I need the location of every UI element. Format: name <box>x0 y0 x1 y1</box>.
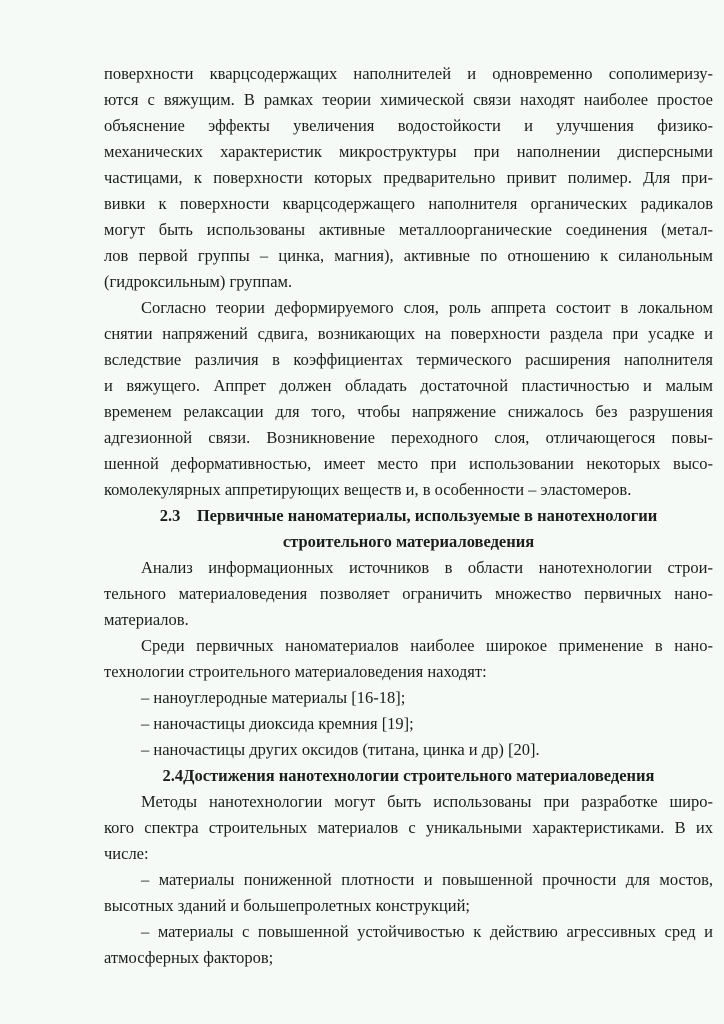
text-line: – наночастицы других оксидов (титана, цинка и др) [20]. <box>141 740 540 759</box>
list-item-silica-nanoparticles <box>104 711 713 737</box>
text-line: тельного материаловедения позволяет ограничить множество первичных нано- <box>104 584 713 603</box>
list-item-other-oxide-nanoparticles <box>104 737 713 763</box>
text-line: 2.4Достижения нанотехнологии строительного материаловедения <box>162 766 655 785</box>
text-line: ются с вяжущим. В рамках теории химической связи находят наиболее простое <box>104 90 713 109</box>
text-line: – наночастицы диоксида кремния [19]; <box>141 714 414 733</box>
text-line: атмосферных факторов; <box>104 948 274 967</box>
text-line: поверхности кварцсодержащих наполнителей и одновременно сополимеризу- <box>104 64 713 83</box>
text-column <box>104 61 713 971</box>
text-line: Среди первичных наноматериалов наиболее широкое применение в нано- <box>141 636 713 655</box>
paragraph-continued-from-previous-page <box>104 61 713 295</box>
text-line: комолекулярных аппретирующих веществ и, в особенности – эластомеров. <box>104 480 632 499</box>
text-line: числе: <box>104 844 149 863</box>
text-line: вивки к поверхности кварцсодержащего наполнителя органических радикалов <box>104 194 713 213</box>
paragraph-nanotechnology-methods <box>104 789 713 867</box>
text-line: – наноуглеродные материалы [16-18]; <box>141 688 406 707</box>
text-line: технологии строительного материаловедения находят: <box>104 662 487 681</box>
text-line: Методы нанотехнологии могут быть использованы при разработке широ- <box>141 792 713 811</box>
primary-nanomaterials-list <box>104 685 713 763</box>
text-line: материалов. <box>104 610 189 629</box>
text-line: строительного материаловедения <box>282 532 535 551</box>
text-line: Анализ информационных источников в области нанотехнологии строи- <box>141 558 713 577</box>
text-line: и вяжущего. Аппрет должен обладать достаточной пластичностью и малым <box>104 376 713 395</box>
section-heading-2-3 <box>104 503 713 555</box>
text-line: снятии напряжений сдвига, возникающих на поверхности раздела при усадке и <box>104 324 713 343</box>
list-item-aggressive-environment-resistant-materials <box>104 919 713 971</box>
list-item-low-density-materials <box>104 867 713 919</box>
text-line: (гидроксильным) группам. <box>104 272 293 291</box>
text-line: шенной деформативностью, имеет место при использовании некоторых высо- <box>104 454 713 473</box>
text-line: – материалы пониженной плотности и повышенной прочности для мостов, <box>141 870 713 889</box>
unique-materials-list <box>104 867 713 971</box>
text-line: 2.3 Первичные наноматериалы, используемые в нанотехнологии <box>159 506 658 525</box>
section-heading-2-4 <box>104 763 713 789</box>
text-line: могут быть использованы активные металлоорганические соединения (метал- <box>104 220 713 239</box>
text-line: Согласно теории деформируемого слоя, роль аппрета состоит в локальном <box>141 298 713 317</box>
text-line: лов первой группы – цинка, магния), активные по отношению к силанольным <box>104 246 713 265</box>
text-line: частицами, к поверхности которых предварительно привит полимер. Для при- <box>104 168 713 187</box>
text-line: – материалы с повышенной устойчивостью к действию агрессивных сред и <box>141 922 713 941</box>
text-line: кого спектра строительных материалов с уникальными характеристиками. В их <box>104 818 713 837</box>
text-line: механических характеристик микроструктуры при наполнении дисперсными <box>104 142 713 161</box>
text-line: временем релаксации для того, чтобы напряжение снижалось без разрушения <box>104 402 713 421</box>
paragraph-primary-nanomaterials <box>104 633 713 685</box>
text-line: вследствие различия в коэффициентах термического расширения наполнителя <box>104 350 713 369</box>
paragraph-information-sources-analysis <box>104 555 713 633</box>
text-line: объяснение эффекты увеличения водостойкости и улучшения физико- <box>104 116 713 135</box>
list-item-nanocarbon-materials <box>104 685 713 711</box>
paragraph-deformable-layer-theory <box>104 295 713 503</box>
text-line: адгезионной связи. Возникновение переходного слоя, отличающегося повы- <box>104 428 713 447</box>
text-line: высотных зданий и большепролетных конструкций; <box>104 896 470 915</box>
